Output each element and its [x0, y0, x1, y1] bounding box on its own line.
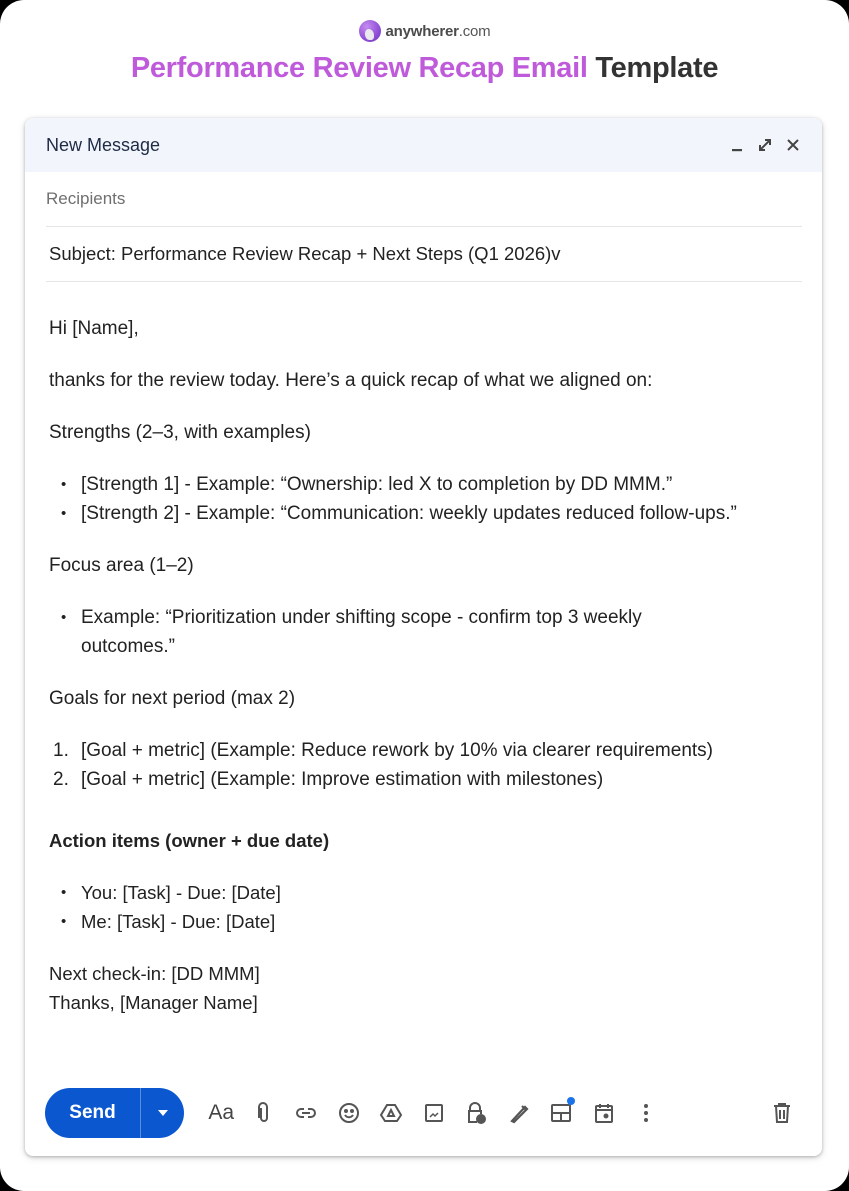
- more-options-icon[interactable]: [625, 1093, 668, 1133]
- subject-field[interactable]: Subject: Performance Review Recap + Next Steps (Q1 2026)v: [46, 227, 802, 282]
- signoff: Thanks, [Manager Name]: [49, 992, 258, 1013]
- strengths-list: [49, 470, 802, 528]
- list-item: 2. [Goal + metric] (Example: Improve estimation with milestones): [53, 769, 604, 790]
- formatting-icon[interactable]: Aa: [208, 1101, 235, 1124]
- next-checkin: Next check-in: [DD MMM]: [49, 963, 260, 984]
- goals-list: [49, 736, 802, 794]
- compose-toolbar: [45, 1088, 802, 1138]
- list-item: 1. [Goal + metric] (Example: Reduce rework by 10% via clearer requirements): [53, 740, 713, 761]
- minimize-icon[interactable]: [728, 136, 746, 154]
- greeting: Hi [Name],: [49, 318, 139, 339]
- compose-titlebar: [25, 118, 822, 172]
- goals-heading: Goals for next period (max 2): [49, 688, 296, 709]
- emoji-icon[interactable]: [328, 1093, 371, 1133]
- attach-icon[interactable]: [243, 1093, 286, 1133]
- signature-icon[interactable]: [498, 1093, 541, 1133]
- strengths-heading: Strengths (2–3, with examples): [49, 422, 311, 443]
- brand-suffix: .com: [458, 22, 491, 40]
- drive-icon[interactable]: [370, 1093, 413, 1133]
- focus-heading: Focus area (1–2): [49, 555, 194, 576]
- compose-title: New Message: [46, 134, 161, 155]
- schedule-icon[interactable]: [583, 1093, 626, 1133]
- intro-text: thanks for the review today. Here’s a quick recap of what we aligned on:: [49, 370, 653, 391]
- formatting-tools: [200, 1093, 668, 1133]
- title-accent: Performance Review Recap Email: [130, 52, 588, 84]
- globe-icon: [359, 20, 381, 42]
- confidential-mode-icon[interactable]: [455, 1093, 498, 1133]
- brand-logo: [0, 19, 849, 43]
- page-title: [0, 52, 849, 85]
- brand-name: anywherer: [385, 22, 459, 40]
- title-rest: Template: [595, 52, 719, 84]
- chevron-down-icon: [157, 1109, 169, 1117]
- list-item: • [Strength 1] - Example: “Ownership: led X to completion by DD MMM.”: [49, 470, 802, 499]
- send-button-group: [45, 1088, 184, 1138]
- list-item: • Me: [Task] - Due: [Date]: [49, 907, 802, 936]
- close-icon[interactable]: [784, 136, 802, 154]
- trash-icon[interactable]: [762, 1093, 802, 1133]
- focus-list: [49, 603, 739, 661]
- photo-icon[interactable]: [413, 1093, 456, 1133]
- notification-dot: [567, 1097, 575, 1105]
- message-body[interactable]: [25, 282, 822, 1017]
- list-item: • [Strength 2] - Example: “Communication: weekly updates reduced follow-ups.”: [49, 499, 802, 528]
- layouts-icon[interactable]: [540, 1093, 583, 1133]
- compose-window: [25, 118, 822, 1156]
- send-button[interactable]: Send: [45, 1088, 141, 1138]
- recipients-field[interactable]: Recipients: [46, 172, 802, 227]
- expand-icon[interactable]: [756, 136, 774, 154]
- list-item: • Example: “Prioritization under shifting scope - confirm top 3 weekly outcomes.”: [49, 603, 739, 661]
- actions-heading: Action items (owner + due date): [49, 830, 330, 851]
- link-icon[interactable]: [285, 1093, 328, 1133]
- send-options-button[interactable]: [141, 1088, 184, 1138]
- actions-list: [49, 878, 802, 936]
- window-controls: [728, 136, 802, 154]
- list-item: • You: [Task] - Due: [Date]: [49, 878, 802, 907]
